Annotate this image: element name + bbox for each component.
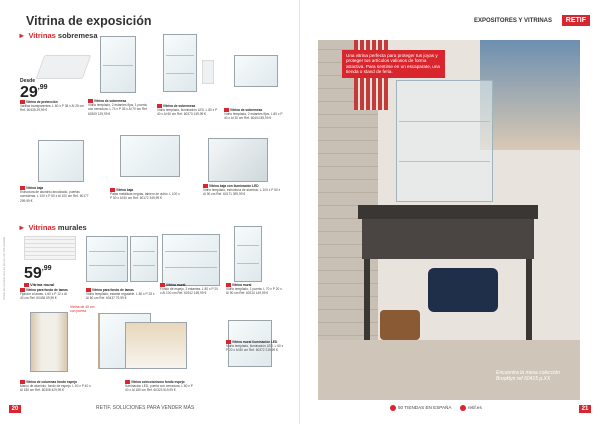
table-drawers [362,219,534,259]
display-cabinet-photo [120,135,180,177]
section-murales: ► Vitrinas murales [18,223,87,232]
product-item: Vitrina de sobremesa Vidrio templado, 2 estantes fijos, 1 puerta con cerradura. L 74 x P 35 x Al 70 cm Ref. 60309 129,99 € [88,99,148,116]
arrow-icon: ► [18,31,26,40]
product-item: Vitrina mural Vidrio templado, 1 puerta. L 70 x P 20 x Al 90 cm Ref. 60310 149,99 € [226,283,282,296]
wall-cabinet-photo [162,234,220,286]
promo-label: Vitrina mural [24,283,74,287]
page-number: 20 [9,405,21,413]
promo-price-2: $59^{,99}$ [24,265,52,282]
section-sobremesa: ► Vitrinas sobremesa [18,31,98,40]
website-footer[interactable]: retif.es [460,405,482,411]
display-cabinet-photo [38,140,84,182]
bag [428,268,498,312]
display-cabinet-photo [163,34,197,92]
glass-showcase [396,80,493,202]
stores-footer: 50 TIENDAS EN ESPAÑA [390,405,451,411]
arrow-icon: ► [18,223,26,232]
display-cabinet-photo [208,138,268,182]
promo-note: Una vitrina perfecta para proteger tus joyas y proteger tus artículos valiosos de forma atractiva. Para sentirse en un escaparate, una tienda o stand de feria. [342,50,445,78]
product-item: Vitrina de columnas fondo espejo Marco de aluminio, fondo de espejo. L 40 x P 40 x Al 180 cm Ref. 60308 429,99 € [20,380,91,393]
section-header: EXPOSITORES Y VITRINAS [473,18,552,24]
display-cabinet-photo [100,36,136,93]
wall-cabinet-photo [130,236,158,282]
lifestyle-photo [318,40,580,400]
led-accessory-photo [202,60,214,84]
product-item: Vitrina baja con iluminación LED Vidrio templado, estructura de aluminio. L 100 x P 50 x Al 90 cm Ref. 60171 399,99 € [203,184,281,197]
table-top [358,205,538,219]
product-item: Vitrina mural iluminación LED Vidrio templado, iluminación LED. L 60 x P 20 x Al 80 cm Ref. 60372 219,99 € [226,340,284,353]
boots [380,310,420,340]
wall-cabinet-photo [86,236,128,282]
product-item: Vitrina de protección Varillas transparentes. L 60 x P 38 x Al 25 cm Ref. 60435 29,99 € [20,100,84,113]
right-page [300,0,600,424]
legal-text: Todos los precios son en euros con IVA incluido [2,236,6,300]
display-cabinet-photo [234,55,278,87]
product-item: Vitrina baja Patas metálicas negras, tablero de vidrio. L 100 x P 50 x Al 90 cm Ref. 60172 349,99 € [110,188,180,201]
note-label: Vitrina de 40 cm con puerta [70,305,95,313]
column-cabinet-photo [30,312,68,372]
product-item: Vitrina de sobremesa Vidrio templado, iluminación LED. L 80 x P 40 x Al 60 cm Ref. 60373 149,99 € [157,104,218,117]
protection-display-photo [36,55,92,79]
promo-price-1: Desde $29^{,99}$ [20,78,48,101]
cart-icon [460,405,466,411]
page-number: 21 [579,405,591,413]
brand-logo: RETIF [562,15,590,26]
product-item: Vitrina de sobremesa Vidrio templado, 2 estantes fijos. L 80 x P 40 x Al 30 cm Ref. 60404 89,99 € [224,108,283,121]
product-item: Vitrina para fondo de lamas Vidrio templado, estante regulable. L 80 x P 25 x Al 60 cm Ref. 60437 79,99 € [86,288,155,301]
product-item: Vitrina mural Fondo de espejo, 3 estantes. L 80 x P 20 x Al 100 cm Ref. 60312 169,99 € [160,283,218,296]
collector-cabinet-photo [125,322,187,369]
hanging-clothes [480,40,580,150]
product-item: Vitrina para fondo de lamas Fijación a lamas. L 60 x P 12 x Al 40 cm Ref. 60436 59,99 € [20,288,68,301]
product-item: Vitrina coleccionismo fondo espejo Iluminación LED, puerta con cerradura. L 60 x P 40 x Al 180 cm Ref. 60323 519,99 € [125,380,193,393]
photo-caption: Encuentra la mesa colección Brooklyn ref 60415 p.XX [496,370,560,382]
footer-tagline: RETIF, SOLUCIONES PARA VENDER MÁS [96,405,195,411]
wall-cabinet-photo [234,226,262,282]
location-pin-icon [390,405,396,411]
product-item: Vitrina baja Estructura de aluminio anodizado, puertas correderas. L 100 x P 50 x Al 100 cm Ref. 60177 299,99 € [20,186,89,203]
slatwall-display-photo [24,236,76,260]
page-title: Vitrina de exposición [26,14,152,28]
